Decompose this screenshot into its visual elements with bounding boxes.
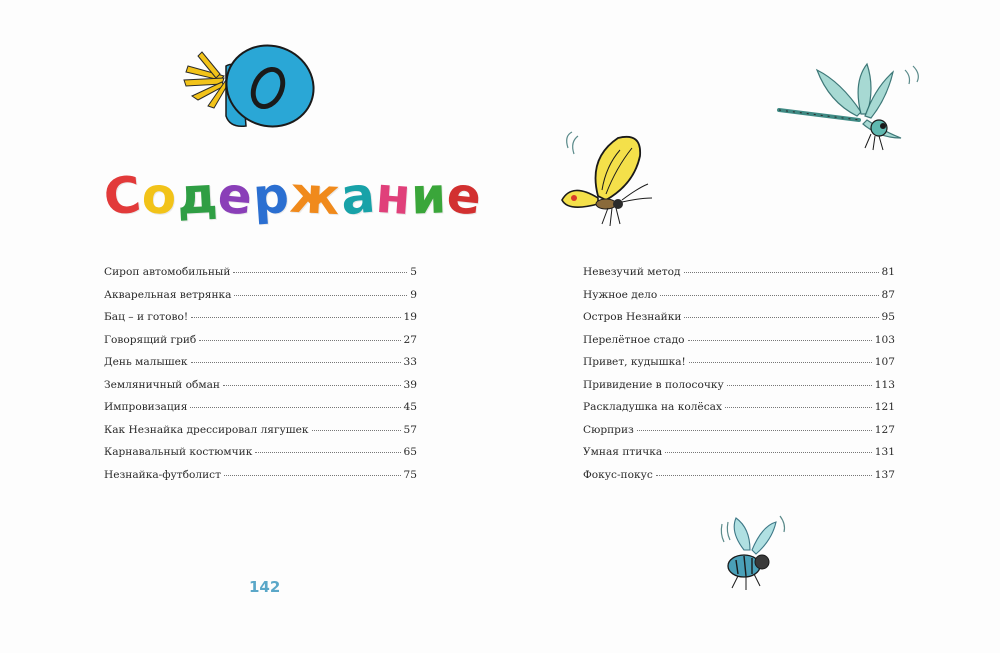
toc-dot-leader bbox=[224, 475, 401, 476]
toc-entry-title: Бац – и готово! bbox=[104, 311, 189, 323]
title-letter: е bbox=[215, 165, 255, 227]
toc-entry-page: 57 bbox=[403, 423, 417, 436]
toc-entry bbox=[104, 266, 417, 289]
toc-entry-page: 121 bbox=[874, 401, 895, 413]
toc-entry-title: Остров Незнайки bbox=[583, 311, 682, 323]
toc-dot-leader bbox=[233, 272, 407, 273]
toc-entry-title: Привидение в полосочку bbox=[583, 378, 724, 391]
toc-entry-title: День малышек bbox=[104, 356, 188, 368]
toc-entry bbox=[104, 401, 417, 424]
toc-entry-page: 19 bbox=[403, 311, 417, 323]
toc-entry-page: 95 bbox=[881, 311, 895, 323]
toc-dot-leader bbox=[660, 295, 878, 296]
title-letter: и bbox=[410, 166, 448, 226]
toc-entry-page: 5 bbox=[410, 266, 417, 278]
toc-entry-page: 137 bbox=[874, 468, 895, 481]
toc-entry-title: Как Незнайка дрессировал лягушек bbox=[104, 423, 309, 436]
title-letter: р bbox=[251, 165, 292, 227]
toc-entry-title: Незнайка-футболист bbox=[104, 468, 221, 481]
dragonfly-illustration bbox=[775, 62, 925, 157]
toc-entry bbox=[583, 289, 895, 312]
toc-list-left bbox=[104, 266, 417, 491]
toc-entry bbox=[104, 334, 417, 357]
toc-entry-title: Раскладушка на колёсах bbox=[583, 401, 722, 413]
toc-dot-leader bbox=[725, 407, 872, 408]
toc-entry-title: Сюрприз bbox=[583, 423, 634, 436]
toc-entry-title: Нужное дело bbox=[583, 288, 658, 301]
toc-entry-page: 103 bbox=[874, 333, 895, 346]
toc-entry bbox=[583, 446, 895, 469]
toc-entry-page: 45 bbox=[403, 401, 417, 413]
toc-entry-page: 113 bbox=[874, 378, 895, 391]
toc-dot-leader bbox=[684, 317, 878, 318]
toc-entry bbox=[104, 424, 417, 447]
toc-entry-page: 33 bbox=[403, 356, 417, 368]
toc-entry-title: Импровизация bbox=[104, 401, 188, 413]
toc-entry-title: Умная птичка bbox=[583, 446, 663, 458]
butterfly-illustration bbox=[558, 128, 658, 228]
title-letter: о bbox=[139, 165, 179, 227]
toc-entry bbox=[104, 289, 417, 312]
toc-entry-page: 87 bbox=[881, 288, 895, 301]
toc-dot-leader bbox=[199, 340, 400, 341]
toc-entry bbox=[583, 334, 895, 357]
toc-entry bbox=[104, 446, 417, 469]
toc-dot-leader bbox=[689, 362, 872, 363]
title-letter: н bbox=[373, 165, 413, 227]
toc-dot-leader bbox=[190, 407, 400, 408]
toc-dot-leader bbox=[223, 385, 401, 386]
toc-entry bbox=[104, 379, 417, 402]
toc-entry-page: 9 bbox=[410, 288, 417, 301]
toc-entry-page: 65 bbox=[403, 446, 417, 458]
toc-entry-title: Невезучий метод bbox=[583, 266, 681, 278]
fly-illustration bbox=[718, 514, 793, 590]
toc-entry-title: Фокус-покус bbox=[583, 468, 653, 481]
toc-entry bbox=[583, 311, 895, 334]
toc-entry-title: Карнавальный костюмчик bbox=[104, 446, 253, 458]
title-letter: д bbox=[175, 165, 219, 227]
toc-dot-leader bbox=[255, 452, 400, 453]
page-title bbox=[101, 165, 485, 227]
toc-dot-leader bbox=[637, 430, 872, 431]
toc-entry-page: 39 bbox=[403, 378, 417, 391]
title-letter: а bbox=[338, 165, 378, 227]
toc-dot-leader bbox=[665, 452, 872, 453]
toc-entry-page: 81 bbox=[881, 266, 895, 278]
toc-entry bbox=[104, 356, 417, 379]
toc-entry-title: Говорящий гриб bbox=[104, 333, 197, 346]
toc-entry-title: Сироп автомобильный bbox=[104, 266, 231, 278]
toc-entry-page: 127 bbox=[874, 423, 895, 436]
toc-entry-page: 75 bbox=[403, 468, 417, 481]
toc-entry bbox=[583, 469, 895, 492]
toc-list-right bbox=[583, 266, 895, 491]
title-letter: С bbox=[101, 165, 144, 227]
title-letter: ж bbox=[288, 165, 342, 227]
toc-entry bbox=[104, 311, 417, 334]
title-letter: е bbox=[444, 165, 485, 227]
hat-illustration bbox=[180, 36, 320, 132]
toc-entry-title: Земляничный обман bbox=[104, 378, 220, 391]
toc-entry bbox=[104, 469, 417, 492]
toc-entry bbox=[583, 356, 895, 379]
toc-dot-leader bbox=[656, 475, 872, 476]
toc-entry bbox=[583, 401, 895, 424]
toc-entry bbox=[583, 266, 895, 289]
toc-entry-page: 27 bbox=[403, 333, 417, 346]
toc-entry bbox=[583, 379, 895, 402]
toc-dot-leader bbox=[688, 340, 872, 341]
toc-entry-page: 107 bbox=[874, 356, 895, 368]
toc-dot-leader bbox=[191, 362, 401, 363]
toc-entry bbox=[583, 424, 895, 447]
right-page bbox=[500, 0, 1000, 653]
toc-dot-leader bbox=[312, 430, 401, 431]
toc-dot-leader bbox=[727, 385, 872, 386]
toc-dot-leader bbox=[191, 317, 400, 318]
page-number: 142 bbox=[249, 578, 281, 596]
toc-dot-leader bbox=[234, 295, 407, 296]
toc-dot-leader bbox=[684, 272, 879, 273]
toc-entry-title: Акварельная ветрянка bbox=[104, 288, 232, 301]
toc-entry-page: 131 bbox=[874, 446, 895, 458]
toc-entry-title: Перелётное стадо bbox=[583, 333, 685, 346]
toc-entry-title: Привет, кудышка! bbox=[583, 356, 686, 368]
